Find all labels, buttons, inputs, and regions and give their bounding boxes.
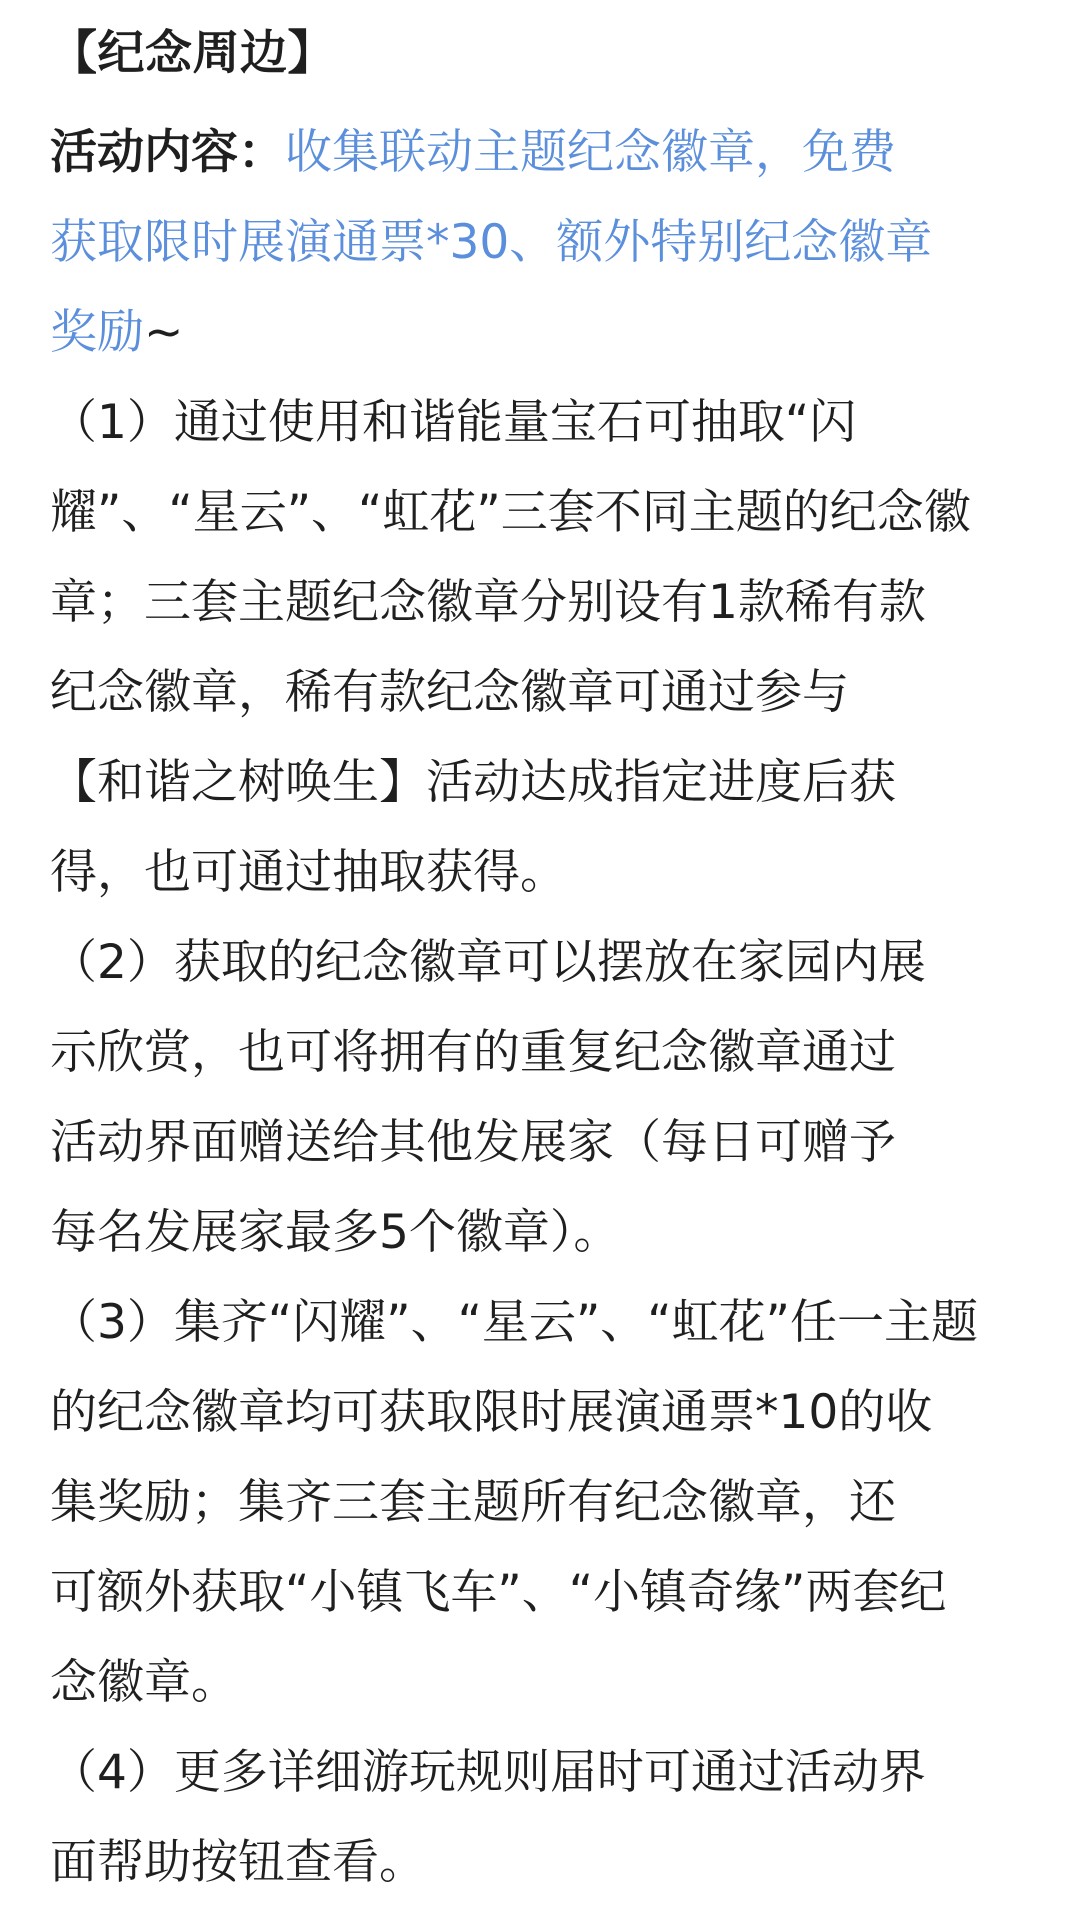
activity-line-2: [50, 198, 1040, 288]
activity-highlight-1: 收集联动主题纪念徽章，免费: [285, 125, 896, 180]
body-line: 得，也可通过抽取获得。: [50, 845, 567, 900]
body-line: 念徽章。: [50, 1655, 238, 1710]
article-body: [50, 0, 1040, 1908]
body-line: 【和谐之树唤生】活动达成指定进度后获: [50, 755, 896, 810]
body-line: （2）获取的纪念徽章可以摆放在家园内展: [50, 935, 926, 990]
body-line: （4）更多详细游玩规则届时可通过活动界: [50, 1745, 926, 1800]
body-line: （1）通过使用和谐能量宝石可抽取“闪: [50, 395, 857, 450]
activity-highlight-2: 获取限时展演通票*30、额外特别纪念徽章: [50, 215, 933, 270]
section-title-line: [50, 0, 1040, 108]
body-line: （3）集齐“闪耀”、“星云”、“虹花”任一主题: [50, 1295, 978, 1350]
body-line: 纪念徽章，稀有款纪念徽章可通过参与: [50, 665, 849, 720]
body-line: 活动界面赠送给其他发展家（每日可赠予: [50, 1115, 896, 1170]
section-title: 【纪念周边】: [50, 26, 335, 81]
body-line: 耀”、“星云”、“虹花”三套不同主题的纪念徽: [50, 485, 971, 540]
activity-tail: ~: [144, 305, 184, 360]
activity-line-1: [50, 108, 1040, 198]
body-line: 集奖励；集齐三套主题所有纪念徽章，还: [50, 1475, 896, 1530]
body-line: 可额外获取“小镇飞车”、“小镇奇缘”两套纪: [50, 1565, 947, 1620]
body-line: 的纪念徽章均可获取限时展演通票*10的收: [50, 1385, 933, 1440]
body-line: 每名发展家最多5个徽章）。: [50, 1205, 621, 1260]
activity-highlight-3: 奖励: [50, 305, 144, 360]
activity-label: 活动内容：: [50, 125, 285, 180]
body-line: 章；三套主题纪念徽章分别设有1款稀有款: [50, 575, 926, 630]
activity-line-3: [50, 288, 1040, 378]
body-line: 示欣赏，也可将拥有的重复纪念徽章通过: [50, 1025, 896, 1080]
body-line: 面帮助按钮查看。: [50, 1835, 426, 1890]
